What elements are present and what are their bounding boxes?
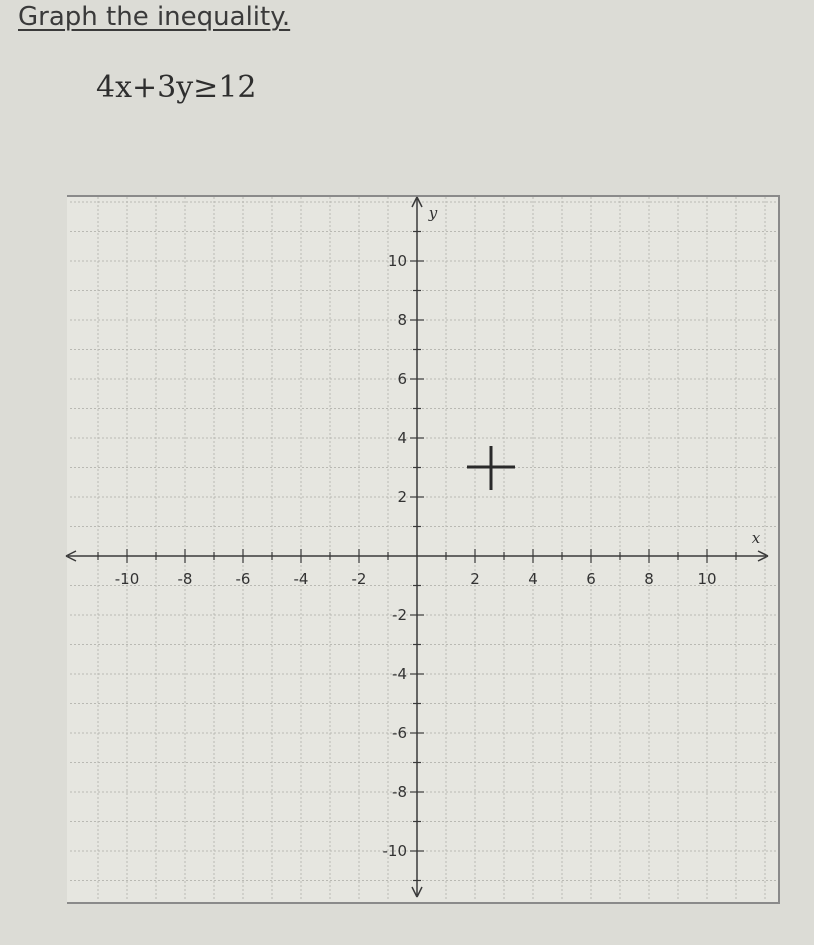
y-tick-label: -4 — [392, 665, 407, 683]
x-tick-label: 6 — [586, 570, 596, 588]
y-tick-label: 2 — [397, 488, 407, 506]
grid-lines — [70, 197, 778, 900]
x-tick-label: -6 — [235, 570, 251, 588]
x-tick-label: -4 — [293, 570, 309, 588]
inequality-expression: 4x+3y≥12 — [96, 70, 257, 105]
crosshair-cursor-icon — [467, 446, 515, 490]
y-axis-name: y — [428, 204, 438, 222]
y-tick-label: -6 — [392, 724, 407, 742]
y-tick-label: -10 — [382, 842, 407, 860]
y-tick-label: -8 — [392, 783, 407, 801]
x-tick-label: -10 — [114, 570, 140, 588]
x-tick-label: -2 — [351, 570, 367, 588]
y-tick-label: 8 — [397, 311, 407, 329]
y-tick-label: -2 — [392, 606, 407, 624]
instruction-text: Graph the inequality. — [18, 2, 291, 32]
x-tick-label: 2 — [470, 570, 480, 588]
y-tick-label: 4 — [397, 429, 407, 447]
x-axis-name: x — [751, 529, 761, 547]
x-tick-label: -8 — [177, 570, 193, 588]
x-tick-label: 8 — [644, 570, 654, 588]
tick-labels — [115, 204, 761, 860]
y-tick-label: 6 — [397, 370, 407, 388]
x-tick-label: 10 — [697, 570, 717, 588]
y-tick-label: 10 — [387, 252, 407, 270]
x-tick-label: 4 — [528, 570, 538, 588]
